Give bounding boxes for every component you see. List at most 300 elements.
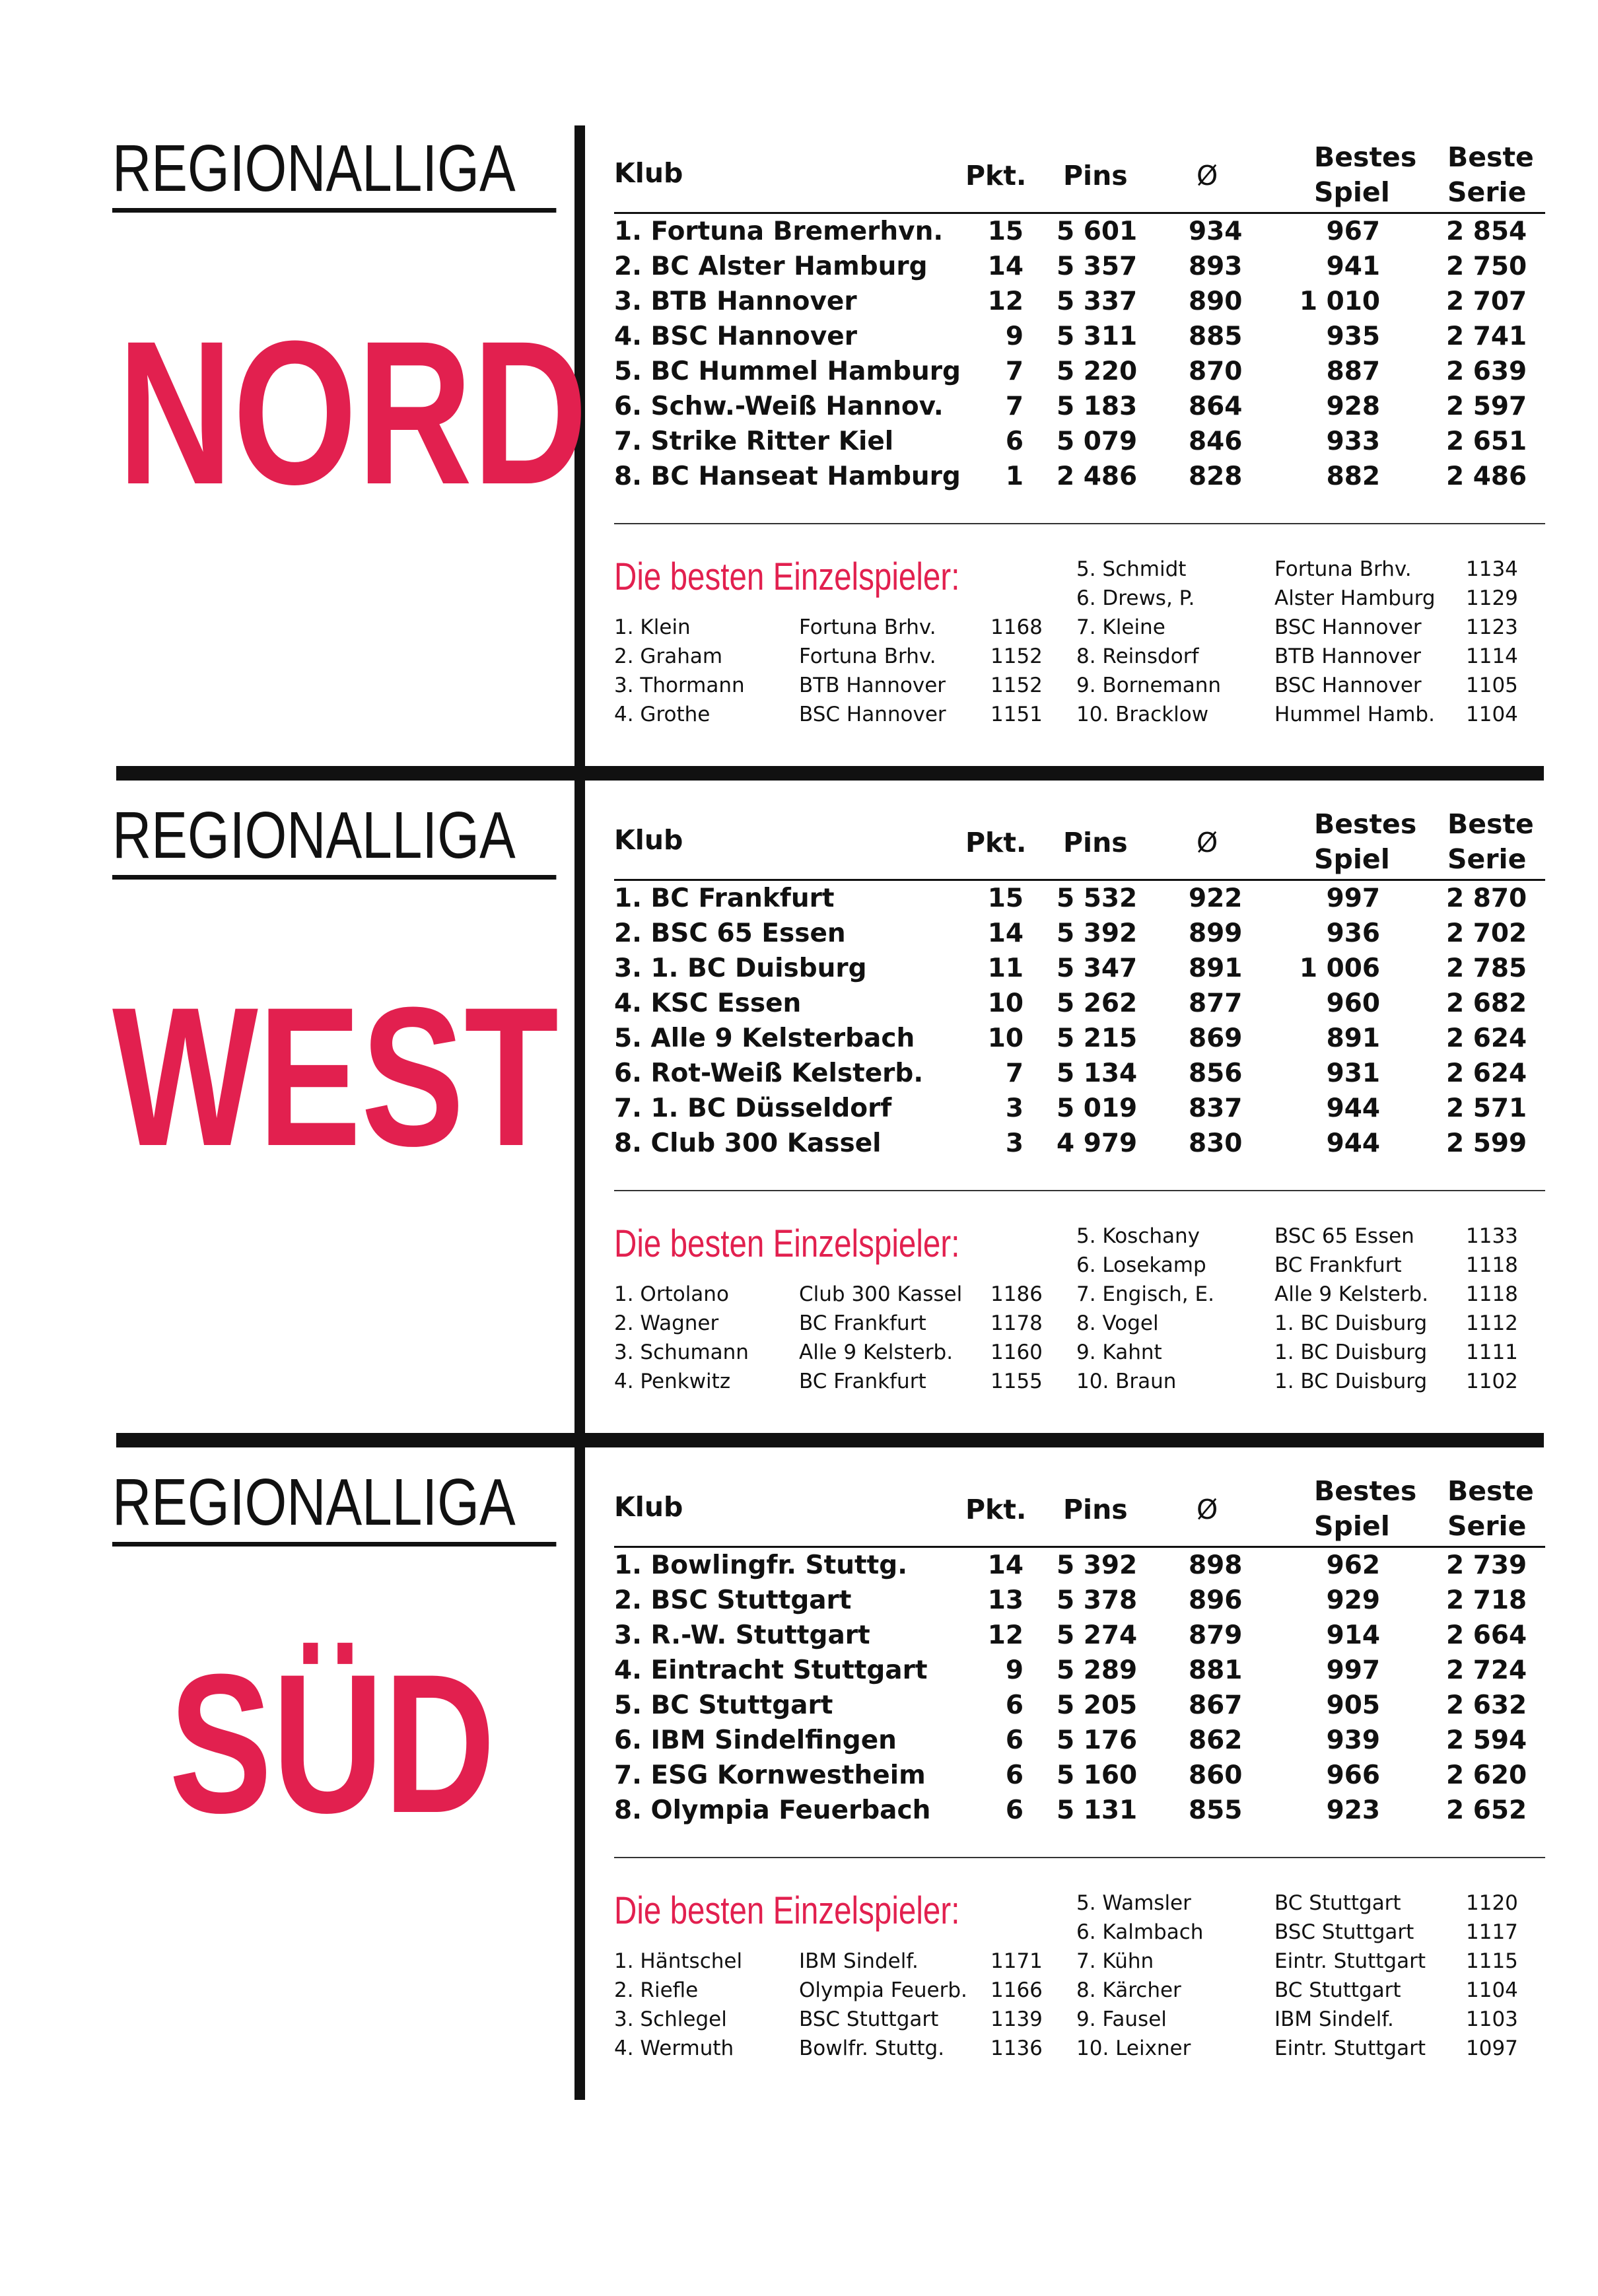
player-name: 1. Häntschel: [614, 1949, 743, 1973]
best-series: 2 707: [1446, 287, 1527, 316]
region-name: WEST: [112, 965, 559, 1187]
header-pins: Pins: [1063, 827, 1128, 858]
player-score: 1103: [1466, 2007, 1518, 2031]
player-row: [614, 703, 1545, 732]
pins: 5 205: [1057, 1690, 1138, 1720]
player-club: BSC 65 Essen: [1274, 1224, 1414, 1248]
pins: 5 262: [1057, 989, 1138, 1018]
best-game: 1 010: [1299, 287, 1380, 316]
best-game: 905: [1326, 1690, 1380, 1720]
league-title: REGIONALLIGA: [112, 802, 556, 880]
player-score: 1111: [1466, 1340, 1518, 1364]
player-name: 7. Kühn: [1076, 1949, 1154, 1973]
best-series: 2 702: [1446, 919, 1527, 948]
pins: 5 357: [1057, 252, 1138, 281]
player-score: 1168: [990, 615, 1043, 639]
best-game: 931: [1326, 1059, 1380, 1088]
player-club: IBM Sindelf.: [1274, 2007, 1394, 2031]
club-name: 7. 1. BC Düsseldorf: [614, 1094, 892, 1123]
best-series: 2 652: [1446, 1795, 1527, 1825]
player-row: [614, 1253, 1545, 1282]
table-row: [614, 322, 1545, 357]
player-club: BC Frankfurt: [799, 1311, 926, 1335]
average: 856: [1189, 1059, 1243, 1088]
player-score: 1178: [990, 1311, 1043, 1335]
points: 10: [987, 1024, 1024, 1053]
table-row: [614, 217, 1545, 252]
best-players-title: Die besten Einzelspieler:: [614, 1889, 960, 1932]
best-game: 939: [1326, 1725, 1380, 1755]
player-club: BSC Hannover: [1274, 615, 1422, 639]
player-club: 1. BC Duisburg: [1274, 1340, 1428, 1364]
pins: 5 131: [1057, 1795, 1138, 1825]
points: 6: [1005, 1690, 1024, 1720]
club-name: 8. Olympia Feuerbach: [614, 1795, 931, 1825]
player-score: 1104: [1466, 703, 1518, 726]
player-name: 9. Bornemann: [1076, 674, 1222, 697]
player-name: 4. Wermuth: [614, 2036, 734, 2060]
best-game: 933: [1326, 427, 1380, 456]
header-avg: Ø: [1197, 160, 1218, 191]
player-row: [614, 557, 1545, 586]
header-serie-2: Serie: [1447, 843, 1527, 875]
player-name: 10. Leixner: [1076, 2036, 1191, 2060]
table-row: [614, 462, 1545, 497]
table-row: [614, 1690, 1545, 1725]
player-row: [614, 586, 1545, 615]
club-name: 5. Alle 9 Kelsterbach: [614, 1024, 915, 1053]
header-rule: [614, 1546, 1545, 1548]
best-game: 887: [1326, 357, 1380, 386]
points: 6: [1005, 427, 1024, 456]
player-score: 1151: [990, 703, 1043, 726]
header-club: Klub: [614, 1491, 683, 1523]
player-club: IBM Sindelf.: [799, 1949, 919, 1973]
pins: 4 979: [1057, 1129, 1138, 1158]
pins: 5 079: [1057, 427, 1138, 456]
table-row: [614, 989, 1545, 1024]
header-avg: Ø: [1197, 827, 1218, 858]
best-game: 923: [1326, 1795, 1380, 1825]
header-best-2: Spiel: [1314, 176, 1390, 208]
header-pkt: Pkt.: [965, 160, 1027, 191]
player-name: 5. Schmidt: [1076, 557, 1187, 581]
average: 855: [1189, 1795, 1243, 1825]
best-game: 944: [1326, 1129, 1380, 1158]
player-row: [614, 1978, 1545, 2007]
best-series: 2 785: [1446, 954, 1527, 983]
player-score: 1186: [990, 1282, 1043, 1306]
best-game: 929: [1326, 1585, 1380, 1615]
player-club: 1. BC Duisburg: [1274, 1370, 1428, 1393]
average: 830: [1189, 1129, 1243, 1158]
best-players-title: Die besten Einzelspieler:: [614, 555, 960, 598]
best-game: 882: [1326, 462, 1380, 491]
table-row: [614, 1024, 1545, 1059]
best-players: [614, 1889, 1545, 2087]
player-club: BTB Hannover: [799, 674, 946, 697]
best-game: 960: [1326, 989, 1380, 1018]
pins: 5 215: [1057, 1024, 1138, 1053]
pins: 5 311: [1057, 322, 1138, 351]
average: 862: [1189, 1725, 1243, 1755]
standings-table: [614, 792, 1545, 1175]
table-row: [614, 1620, 1545, 1655]
player-score: 1104: [1466, 1978, 1518, 2002]
player-name: 4. Grothe: [614, 703, 711, 726]
best-series: 2 597: [1446, 392, 1527, 421]
region-name: NORD: [118, 298, 588, 527]
standings-table: [614, 125, 1545, 508]
best-game: 966: [1326, 1760, 1380, 1790]
player-name: 2. Graham: [614, 644, 723, 668]
header-serie-1: Beste: [1447, 808, 1534, 840]
header-best-2: Spiel: [1314, 1510, 1390, 1542]
header-serie-2: Serie: [1447, 176, 1527, 208]
average: 934: [1189, 217, 1243, 246]
player-score: 1114: [1466, 644, 1518, 668]
player-name: 6. Losekamp: [1076, 1253, 1206, 1277]
player-club: Olympia Feuerb.: [799, 1978, 967, 2002]
player-score: 1171: [990, 1949, 1043, 1973]
table-row: [614, 954, 1545, 989]
pins: 5 220: [1057, 357, 1138, 386]
player-name: 5. Wamsler: [1076, 1891, 1191, 1915]
player-club: BSC Hannover: [1274, 674, 1422, 697]
best-game: 997: [1326, 884, 1380, 913]
best-series: 2 486: [1446, 462, 1527, 491]
best-series: 2 624: [1446, 1059, 1527, 1088]
best-series: 2 632: [1446, 1690, 1527, 1720]
points: 12: [987, 1620, 1024, 1650]
player-name: 6. Kalmbach: [1076, 1920, 1204, 1944]
header-best-2: Spiel: [1314, 843, 1390, 875]
player-score: 1102: [1466, 1370, 1518, 1393]
points: 7: [1005, 392, 1024, 421]
player-club: BTB Hannover: [1274, 644, 1422, 668]
league-section: [0, 125, 1598, 786]
points: 6: [1005, 1760, 1024, 1790]
player-name: 2. Riefle: [614, 1978, 699, 2002]
average: 870: [1189, 357, 1243, 386]
player-name: 3. Schumann: [614, 1340, 749, 1364]
club-name: 4. BSC Hannover: [614, 322, 857, 351]
player-score: 1115: [1466, 1949, 1518, 1973]
table-row: [614, 427, 1545, 462]
best-series: 2 624: [1446, 1024, 1527, 1053]
average: 860: [1189, 1760, 1243, 1790]
pins: 5 274: [1057, 1620, 1138, 1650]
average: 885: [1189, 322, 1243, 351]
player-score: 1123: [1466, 615, 1518, 639]
points: 14: [987, 919, 1024, 948]
player-row: [614, 1282, 1545, 1311]
pins: 2 486: [1057, 462, 1138, 491]
player-club: BSC Stuttgart: [1274, 1920, 1414, 1944]
header-best-1: Bestes: [1314, 141, 1417, 173]
pins: 5 183: [1057, 392, 1138, 421]
table-row: [614, 1094, 1545, 1129]
player-club: BSC Hannover: [799, 703, 946, 726]
club-name: 7. ESG Kornwestheim: [614, 1760, 926, 1790]
player-name: 8. Kärcher: [1076, 1978, 1181, 2002]
club-name: 3. 1. BC Duisburg: [614, 954, 867, 983]
best-series: 2 599: [1446, 1129, 1527, 1158]
player-name: 3. Schlegel: [614, 2007, 727, 2031]
standings-table: [614, 1459, 1545, 1842]
player-name: 9. Kahnt: [1076, 1340, 1162, 1364]
table-end-rule: [614, 1857, 1545, 1858]
table-row: [614, 884, 1545, 919]
average: 922: [1189, 884, 1243, 913]
player-row: [614, 615, 1545, 644]
points: 7: [1005, 357, 1024, 386]
player-name: 10. Braun: [1076, 1370, 1177, 1393]
pins: 5 532: [1057, 884, 1138, 913]
player-row: [614, 1224, 1545, 1253]
best-series: 2 750: [1446, 252, 1527, 281]
club-name: 8. Club 300 Kassel: [614, 1129, 882, 1158]
player-club: Eintr. Stuttgart: [1274, 1949, 1426, 1973]
average: 867: [1189, 1690, 1243, 1720]
player-score: 1166: [990, 1978, 1043, 2002]
player-name: 4. Penkwitz: [614, 1370, 731, 1393]
table-row: [614, 1795, 1545, 1830]
player-score: 1117: [1466, 1920, 1518, 1944]
best-game: 914: [1326, 1620, 1380, 1650]
points: 7: [1005, 1059, 1024, 1088]
average: 899: [1189, 919, 1243, 948]
best-game: 935: [1326, 322, 1380, 351]
player-name: 1. Klein: [614, 615, 691, 639]
player-row: [614, 1370, 1545, 1399]
best-players: [614, 1222, 1545, 1420]
club-name: 1. Fortuna Bremerhvn.: [614, 217, 944, 246]
best-players: [614, 555, 1545, 753]
player-score: 1160: [990, 1340, 1043, 1364]
best-game: 891: [1326, 1024, 1380, 1053]
points: 9: [1005, 1655, 1024, 1685]
player-name: 2. Wagner: [614, 1311, 719, 1335]
pins: 5 378: [1057, 1585, 1138, 1615]
points: 1: [1005, 462, 1024, 491]
league-title: REGIONALLIGA: [112, 1469, 556, 1547]
club-name: 6. Rot-Weiß Kelsterb.: [614, 1059, 924, 1088]
points: 6: [1005, 1795, 1024, 1825]
average: 881: [1189, 1655, 1243, 1685]
average: 890: [1189, 287, 1243, 316]
best-game: 941: [1326, 252, 1380, 281]
player-club: Fortuna Brhv.: [799, 615, 936, 639]
player-score: 1118: [1466, 1282, 1518, 1306]
best-game: 962: [1326, 1550, 1380, 1580]
player-club: Alle 9 Kelsterb.: [1274, 1282, 1429, 1306]
player-score: 1152: [990, 644, 1043, 668]
best-series: 2 664: [1446, 1620, 1527, 1650]
player-score: 1118: [1466, 1253, 1518, 1277]
player-club: BC Frankfurt: [799, 1370, 926, 1393]
header-pins: Pins: [1063, 1494, 1128, 1525]
best-game: 967: [1326, 217, 1380, 246]
player-name: 10. Bracklow: [1076, 703, 1209, 726]
club-name: 3. BTB Hannover: [614, 287, 857, 316]
best-game: 944: [1326, 1094, 1380, 1123]
best-players-title: Die besten Einzelspieler:: [614, 1222, 960, 1265]
points: 12: [987, 287, 1024, 316]
player-row: [614, 1311, 1545, 1340]
points: 9: [1005, 322, 1024, 351]
club-name: 2. BC Alster Hamburg: [614, 252, 928, 281]
league-title: REGIONALLIGA: [112, 135, 556, 213]
best-series: 2 651: [1446, 427, 1527, 456]
club-name: 5. BC Hummel Hamburg: [614, 357, 961, 386]
average: 837: [1189, 1094, 1243, 1123]
best-series: 2 870: [1446, 884, 1527, 913]
player-score: 1133: [1466, 1224, 1518, 1248]
player-name: 8. Vogel: [1076, 1311, 1159, 1335]
table-row: [614, 1585, 1545, 1620]
table-row: [614, 392, 1545, 427]
pins: 5 392: [1057, 919, 1138, 948]
best-series: 2 639: [1446, 357, 1527, 386]
header-club: Klub: [614, 157, 683, 189]
player-row: [614, 1949, 1545, 1978]
player-row: [614, 2007, 1545, 2036]
player-club: Bowlfr. Stuttg.: [799, 2036, 945, 2060]
club-name: 6. IBM Sindelfingen: [614, 1725, 897, 1755]
header-best-1: Bestes: [1314, 1475, 1417, 1507]
club-name: 7. Strike Ritter Kiel: [614, 427, 894, 456]
pins: 5 337: [1057, 287, 1138, 316]
player-club: Alle 9 Kelsterb.: [799, 1340, 954, 1364]
average: 846: [1189, 427, 1243, 456]
best-series: 2 571: [1446, 1094, 1527, 1123]
player-club: Fortuna Brhv.: [1274, 557, 1412, 581]
header-rule: [614, 212, 1545, 214]
region-name: SÜD: [169, 1632, 496, 1854]
player-score: 1155: [990, 1370, 1043, 1393]
player-club: Eintr. Stuttgart: [1274, 2036, 1426, 2060]
average: 896: [1189, 1585, 1243, 1615]
points: 15: [987, 884, 1024, 913]
header-pins: Pins: [1063, 160, 1128, 191]
points: 3: [1005, 1094, 1024, 1123]
best-series: 2 739: [1446, 1550, 1527, 1580]
header-serie-1: Beste: [1447, 1475, 1534, 1507]
player-name: 3. Thormann: [614, 674, 745, 697]
pins: 5 347: [1057, 954, 1138, 983]
player-score: 1134: [1466, 557, 1518, 581]
points: 14: [987, 252, 1024, 281]
average: 879: [1189, 1620, 1243, 1650]
club-name: 2. BSC 65 Essen: [614, 919, 846, 948]
club-name: 1. Bowlingfr. Stuttg.: [614, 1550, 908, 1580]
header-club: Klub: [614, 824, 683, 856]
player-club: BSC Stuttgart: [799, 2007, 939, 2031]
player-club: Hummel Hamb.: [1274, 703, 1435, 726]
average: 893: [1189, 252, 1243, 281]
player-club: BC Frankfurt: [1274, 1253, 1402, 1277]
club-name: 8. BC Hanseat Hamburg: [614, 462, 961, 491]
header-serie-1: Beste: [1447, 141, 1534, 173]
table-row: [614, 1725, 1545, 1760]
table-row: [614, 1059, 1545, 1094]
player-score: 1105: [1466, 674, 1518, 697]
header-pkt: Pkt.: [965, 1494, 1027, 1525]
average: 898: [1189, 1550, 1243, 1580]
table-row: [614, 357, 1545, 392]
pins: 5 019: [1057, 1094, 1138, 1123]
player-name: 6. Drews, P.: [1076, 586, 1195, 610]
player-score: 1129: [1466, 586, 1518, 610]
club-name: 6. Schw.-Weiß Hannov.: [614, 392, 944, 421]
player-name: 5. Koschany: [1076, 1224, 1200, 1248]
average: 828: [1189, 462, 1243, 491]
table-row: [614, 252, 1545, 287]
player-row: [614, 1340, 1545, 1370]
pins: 5 160: [1057, 1760, 1138, 1790]
table-row: [614, 1655, 1545, 1690]
club-name: 5. BC Stuttgart: [614, 1690, 833, 1720]
header-avg: Ø: [1197, 1494, 1218, 1525]
player-row: [614, 1891, 1545, 1920]
player-club: BC Stuttgart: [1274, 1978, 1401, 2002]
best-series: 2 724: [1446, 1655, 1527, 1685]
table-row: [614, 919, 1545, 954]
table-row: [614, 1129, 1545, 1164]
pins: 5 289: [1057, 1655, 1138, 1685]
player-name: 9. Fausel: [1076, 2007, 1167, 2031]
player-score: 1139: [990, 2007, 1043, 2031]
club-name: 4. Eintracht Stuttgart: [614, 1655, 928, 1685]
player-score: 1136: [990, 2036, 1043, 2060]
points: 13: [987, 1585, 1024, 1615]
club-name: 2. BSC Stuttgart: [614, 1585, 852, 1615]
points: 6: [1005, 1725, 1024, 1755]
best-series: 2 594: [1446, 1725, 1527, 1755]
player-club: BC Stuttgart: [1274, 1891, 1401, 1915]
best-game: 936: [1326, 919, 1380, 948]
pins: 5 176: [1057, 1725, 1138, 1755]
player-score: 1120: [1466, 1891, 1518, 1915]
pins: 5 392: [1057, 1550, 1138, 1580]
table-row: [614, 287, 1545, 322]
best-series: 2 718: [1446, 1585, 1527, 1615]
points: 10: [987, 989, 1024, 1018]
pins: 5 134: [1057, 1059, 1138, 1088]
club-name: 4. KSC Essen: [614, 989, 802, 1018]
header-rule: [614, 879, 1545, 881]
average: 869: [1189, 1024, 1243, 1053]
header-pkt: Pkt.: [965, 827, 1027, 858]
player-row: [614, 2036, 1545, 2066]
best-game: 1 006: [1299, 954, 1380, 983]
player-row: [614, 674, 1545, 703]
best-series: 2 854: [1446, 217, 1527, 246]
average: 864: [1189, 392, 1243, 421]
player-row: [614, 1920, 1545, 1949]
header-best-1: Bestes: [1314, 808, 1417, 840]
best-series: 2 741: [1446, 322, 1527, 351]
player-name: 7. Engisch, E.: [1076, 1282, 1214, 1306]
table-row: [614, 1760, 1545, 1795]
best-series: 2 682: [1446, 989, 1527, 1018]
table-end-rule: [614, 1190, 1545, 1191]
club-name: 1. BC Frankfurt: [614, 884, 835, 913]
best-series: 2 620: [1446, 1760, 1527, 1790]
best-game: 997: [1326, 1655, 1380, 1685]
points: 14: [987, 1550, 1024, 1580]
